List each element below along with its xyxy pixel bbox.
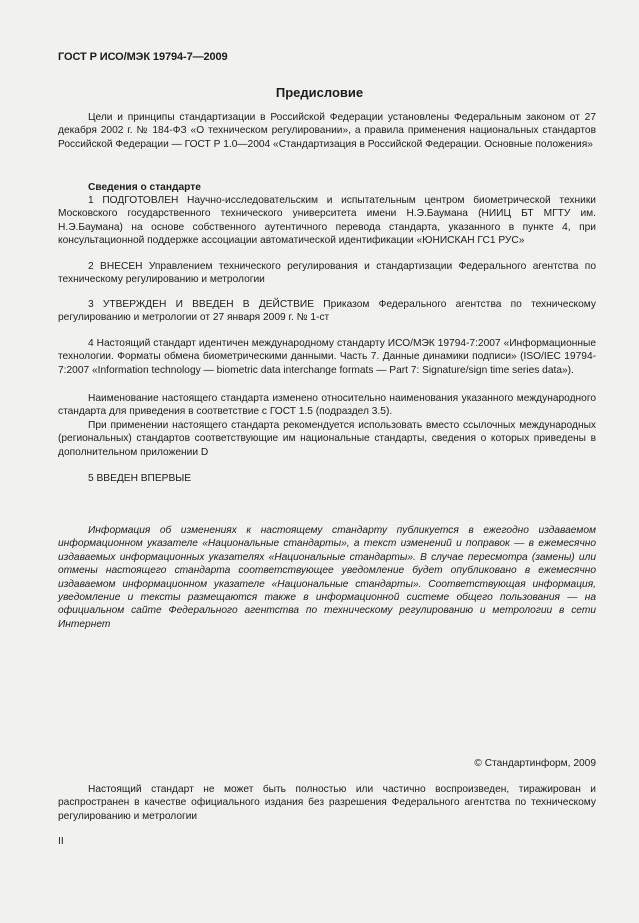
item-4-rename-text: Наименование настоящего стандарта изменено относительно наименования указанного международного стандарта для приведения в соответствие с ГОСТ 1.5 (подраздел 3.5).	[58, 393, 596, 418]
item-4-rename-note	[58, 392, 596, 419]
item-2	[58, 260, 596, 287]
changes-notice-text: Информация об изменениях к настоящему стандарту публикуется в ежегодно издаваемом информационном указателе «Национальные стандарты», а текст изменений и поправок — в ежемесячно издаваемых информационных указателях «Национальные стандарты». В случае пересмотра (замены) или отмены настоящего стандарта соответствующее уведомление будет опубликовано в ежемесячно издаваемом информационном указателе «Национальные стандарты». Соответствующая информация, уведомление и тексты размещаются также в информационной системе общего пользования — на официальном сайте Федерального агентства по техническому регулированию и метрологии в сети Интернет	[58, 525, 596, 630]
item-5-text: 5 ВВЕДЕН ВПЕРВЫЕ	[88, 473, 192, 484]
item-1-text: 1 ПОДГОТОВЛЕН Научно-исследовательским и испытательным центром биометрической техники Московского государственного технического университета имени Н.Э.Баумана (НИИЦ БТ МГТУ им. Н.Э.Баумана) на основе собственного аутентичного перевода стандарта, указанного в пункте 4, при консультационной поддержке ассоциации автоматической идентификации «ЮНИСКАН ГС1 РУС»	[58, 195, 596, 247]
item-4-text: 4 Настоящий стандарт идентичен международному стандарту ИСО/МЭК 19794-7:2007 «Информационные технологии. Форматы обмена биометрическими данными. Часть 7. Данные динамики подписи» (ISO/IEC 19794-7:2007 «Information technology — biometric data interchange formats — Part 7: Signature/sign time series data»).	[58, 338, 596, 376]
changes-notice	[58, 524, 596, 631]
item-4-usage-note	[58, 419, 596, 459]
info-heading-text: Сведения о стандарте	[88, 182, 201, 193]
copyright: © Стандартинформ, 2009	[474, 758, 596, 769]
item-2-text: 2 ВНЕСЕН Управлением технического регулирования и стандартизации Федерального агентства по техническому регулированию и метрологии	[58, 261, 596, 286]
item-3-text: 3 УТВЕРЖДЕН И ВВЕДЕН В ДЕЙСТВИЕ Приказом Федерального агентства по техническому регулированию и метрологии от 27 января 2009 г. № 1-ст	[58, 299, 596, 324]
item-4-usage-text: При применении настоящего стандарта рекомендуется использовать вместо ссылочных международных (региональных) стандартов соответствующие им национальные стандарты, сведения о которых приведены в дополнительном приложении D	[58, 420, 596, 458]
info-heading	[58, 181, 596, 194]
item-1	[58, 194, 596, 248]
intro-paragraph	[58, 111, 596, 151]
reproduction-notice-text: Настоящий стандарт не может быть полностью или частично воспроизведен, тиражирован и распространен в качестве официального издания без разрешения Федерального агентства по техническому регулированию и метрологии	[58, 784, 596, 822]
item-3	[58, 298, 596, 325]
reproduction-notice	[58, 783, 596, 823]
document-header: ГОСТ Р ИСО/МЭК 19794-7—2009	[58, 51, 228, 63]
page-number: II	[58, 836, 64, 847]
item-5	[58, 472, 596, 485]
page-title: Предисловие	[275, 85, 364, 100]
item-4	[58, 337, 596, 377]
intro-text: Цели и принципы стандартизации в Российской Федерации установлены Федеральным законом от 27 декабря 2002 г. № 184-ФЗ «О техническом регулировании», а правила применения национальных стандартов Российской Федерации — ГОСТ Р 1.0—2004 «Стандартизация в Российской Федерации. Основные положения»	[58, 112, 596, 150]
